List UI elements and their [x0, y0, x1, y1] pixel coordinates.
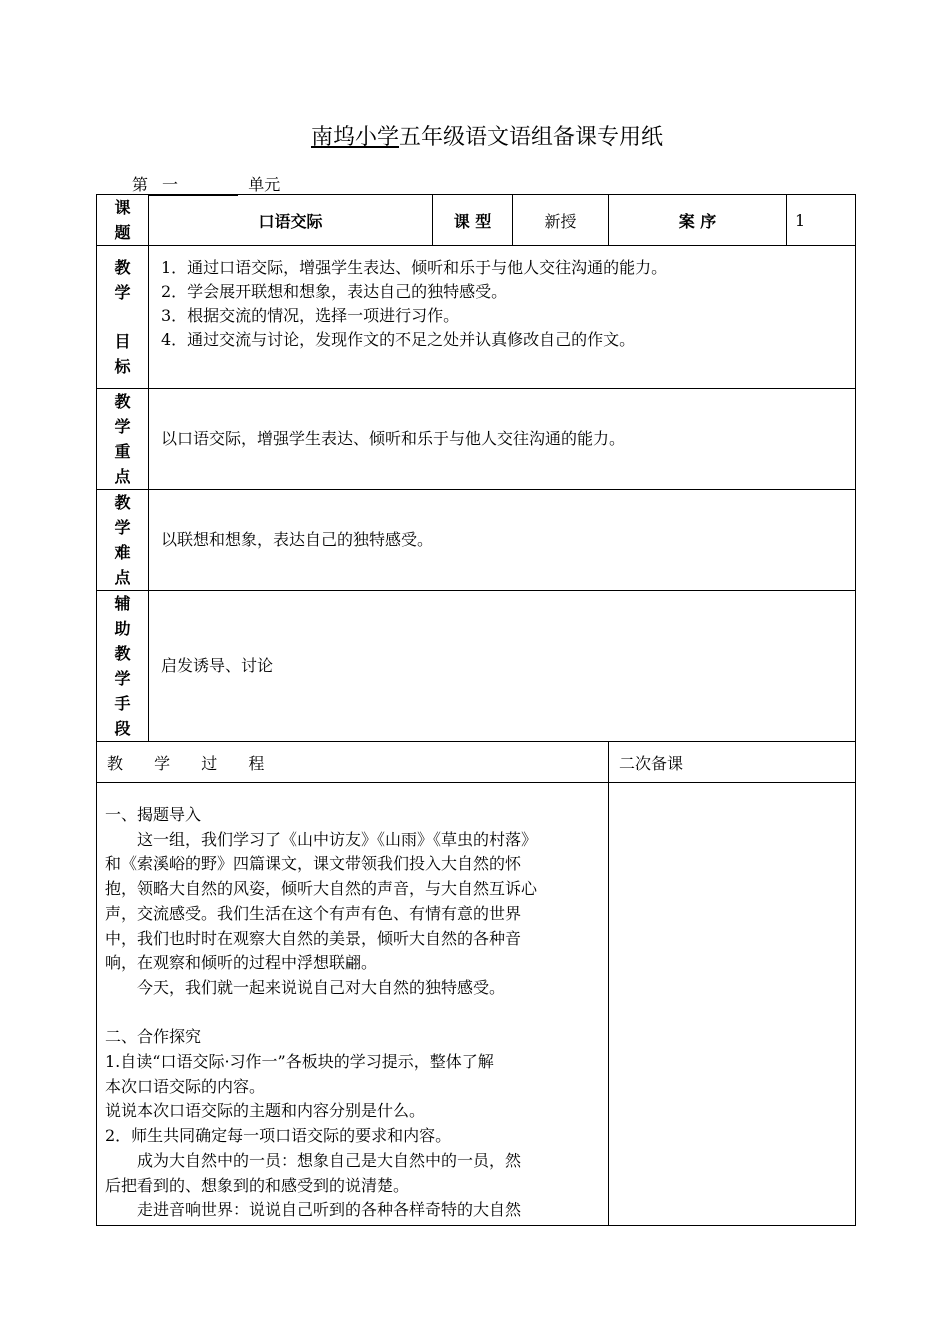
process-line: 一、揭题导入 — [105, 805, 202, 824]
goals-label — [97, 246, 149, 389]
lesson-plan-table — [96, 194, 856, 1226]
process-line: 走进音响世界：说说自己听到的各种各样奇特的大自然 — [137, 1200, 522, 1220]
process-line: 中，我们也时时在观察大自然的美景，倾听大自然的各种音 — [105, 928, 522, 948]
aids-label-char: 教 — [114, 644, 131, 663]
seq-label: 案 序 — [609, 195, 787, 246]
process-line: 今天，我们就一起来说说自己对大自然的独特感受。 — [137, 977, 506, 997]
process-blank-line — [105, 1001, 602, 1026]
difficulty-label-char: 教 — [114, 493, 131, 512]
key-point-label-char: 教 — [114, 392, 131, 411]
goals-content — [149, 246, 856, 389]
unit-suffix: 单元 — [248, 175, 281, 194]
info-row — [97, 195, 856, 246]
goal-item: 2．学会展开联想和想象，表达自己的独特感受。 — [161, 282, 508, 301]
aids-label-char: 学 — [114, 669, 131, 688]
type-value: 新授 — [513, 195, 609, 246]
key-point-label-char: 点 — [114, 467, 131, 486]
unit-line — [132, 172, 280, 196]
process-heading-char: 学 — [154, 753, 171, 773]
school-name: 南坞小学 — [310, 125, 399, 150]
course-label: 课题 — [114, 198, 131, 242]
goals-label-char: 目 — [114, 332, 131, 351]
aids-label-char: 段 — [114, 719, 131, 738]
key-point-text: 以口语交际，增强学生表达、倾听和乐于与他人交往沟通的能力。 — [149, 389, 856, 490]
goal-item: 3．根据交流的情况，选择一项进行习作。 — [161, 306, 460, 325]
aids-label — [97, 591, 149, 742]
process-line: 后把看到的、想象到的和感受到的说清楚。 — [105, 1175, 410, 1195]
second-prep-content — [609, 783, 856, 1226]
page-title — [0, 120, 950, 151]
seq-value: 1 — [787, 195, 856, 246]
aids-row — [97, 591, 856, 742]
difficulty-text: 以联想和想象，表达自己的独特感受。 — [149, 490, 856, 591]
process-line: 这一组，我们学习了《山中访友》《山雨》《草虫的村落》 — [137, 829, 538, 849]
process-heading-char: 教 — [107, 753, 124, 773]
process-line: 抱，领略大自然的风姿，倾听大自然的声音，与大自然互诉心 — [105, 879, 538, 899]
process-content — [97, 783, 609, 1226]
course-title: 口语交际 — [149, 195, 433, 246]
process-heading-char: 程 — [248, 753, 265, 773]
goals-label-gap — [97, 305, 148, 329]
goals-label-char: 教 — [114, 258, 131, 277]
difficulty-label-char: 难 — [114, 543, 131, 562]
difficulty-row — [97, 490, 856, 591]
process-heading — [97, 742, 609, 783]
unit-prefix: 第 — [132, 175, 149, 194]
aids-label-char: 助 — [114, 619, 131, 638]
process-body-row — [97, 783, 856, 1226]
goals-label-char: 学 — [114, 283, 131, 302]
process-header-row — [97, 742, 856, 783]
process-line: 和《索溪峪的野》四篇课文，课文带领我们投入大自然的怀 — [105, 854, 522, 874]
goals-label-char: 标 — [114, 357, 131, 376]
unit-value: 一 — [148, 172, 238, 196]
key-point-label-char: 学 — [114, 417, 131, 436]
key-point-label — [97, 389, 149, 490]
process-line: 响，在观察和倾听的过程中浮想联翩。 — [105, 953, 378, 973]
goal-item: 4．通过交流与讨论，发现作文的不足之处并认真修改自己的作文。 — [161, 330, 636, 349]
course-label-cell — [97, 195, 149, 246]
type-label: 课 型 — [433, 195, 513, 246]
second-prep-heading: 二次备课 — [609, 742, 856, 783]
key-point-row — [97, 389, 856, 490]
aids-text: 启发诱导、讨论 — [149, 591, 856, 742]
difficulty-label-char: 学 — [114, 518, 131, 537]
difficulty-label-char: 点 — [114, 568, 131, 587]
key-point-label-char: 重 — [114, 442, 131, 461]
aids-label-char: 辅 — [114, 594, 131, 613]
process-line: 2．师生共同确定每一项口语交际的要求和内容。 — [105, 1126, 452, 1146]
goals-row — [97, 246, 856, 389]
process-line: 声，交流感受。我们生活在这个有声有色、有情有意的世界 — [105, 903, 522, 923]
process-line: 本次口语交际的内容。 — [105, 1076, 266, 1096]
title-rest: 五年级语文语组备课专用纸 — [399, 125, 664, 150]
process-line: 说说本次口语交际的主题和内容分别是什么。 — [105, 1101, 426, 1121]
process-line: 成为大自然中的一员：想象自己是大自然中的一员，然 — [137, 1150, 522, 1170]
process-heading-char: 过 — [201, 753, 218, 773]
difficulty-label — [97, 490, 149, 591]
aids-label-char: 手 — [114, 694, 131, 713]
process-line: 1.自读“口语交际·习作一”各板块的学习提示，整体了解 — [105, 1052, 494, 1072]
process-line: 二、合作探究 — [105, 1027, 202, 1047]
goal-item: 1．通过口语交际，增强学生表达、倾听和乐于与他人交往沟通的能力。 — [161, 258, 668, 277]
